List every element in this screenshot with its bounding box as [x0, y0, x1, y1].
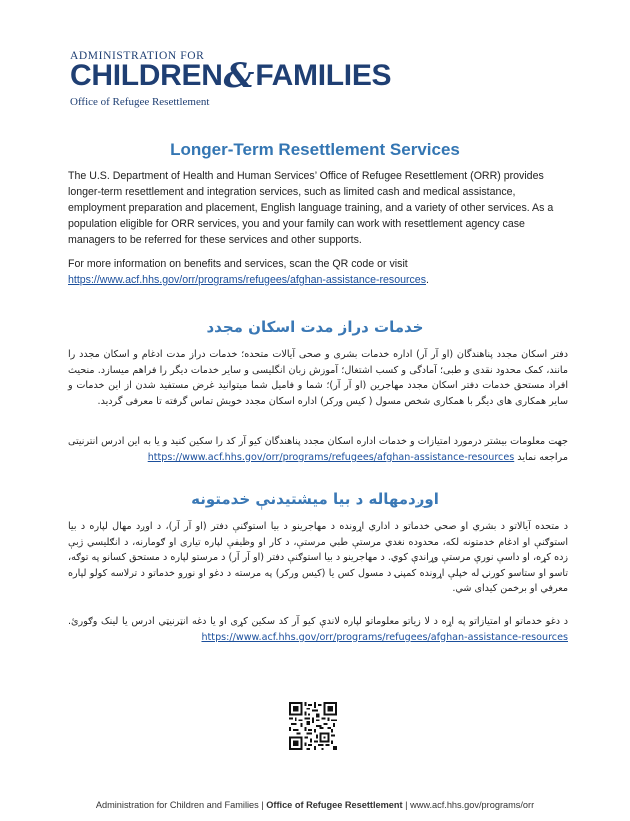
- pashto-more-info-paragraph: [68, 614, 568, 645]
- logo-families: FAMILIES: [255, 59, 392, 92]
- english-intro-paragraph: The U.S. Department of Health and Human Services’ Office of Refugee Resettlement (ORR) provides longer-term resettlement and integration services, such as limited cash and medical assistance, employment preparation and placement, English language training, and a variety of other services. As a population eligible for ORR services, you and your family can work with resettlement agency case managers to be referred for these services and other supports.: [68, 170, 554, 246]
- pashto-intro-paragraph: د متحده آیالاتو د بشري او صحي خدماتو د اداري اړونده د مهاجرینو د بیا استوګنې دفتر (او آر آر)، د اوږد مهال لپاره د بیا استوګنې او ادغام خدمتونه لکه، محدوده نغدي مرستې طبي مرستې، د کار او وظیفې لپاره تیاری او ګومارنه، د انګلیسي ژبې زده کړه، او داسې نورې مرستې وړاندې کوي. د مهاجرینو د بیا استوګنې دفتر (او آر آر) د مرستو لپاره د مستحق کسانو په توګه، تاسو او ستاسو کورنۍ له خپلې اړونده کمپنۍ د مسول کس یا (کیس ورکر) په مرسته د دغو او نورو خدماتو د ترلاسه کولو لپاره معرفي او برخمن کیدای شي.: [68, 521, 568, 594]
- dari-heading: خدمات دراز مدت اسکان مجدد: [206, 318, 424, 336]
- english-resources-link[interactable]: https://www.acf.hhs.gov/orr/programs/refugees/afghan-assistance-resources: [68, 274, 426, 286]
- logo-children: CHILDREN: [70, 59, 223, 92]
- footer-org: Administration for Children and Families: [95, 800, 259, 810]
- logo-office-text: Office of Refugee Resettlement: [70, 96, 210, 108]
- qr-code-icon[interactable]: [289, 702, 337, 750]
- footer-separator: |: [402, 800, 411, 810]
- english-more-info-text: For more information on benefits and services, scan the QR code or visit: [68, 258, 408, 270]
- footer-separator: |: [258, 800, 267, 810]
- english-link-period: .: [426, 274, 429, 286]
- dari-intro-paragraph: دفتر اسکان مجدد پناهندگان (او آر آر) اداره خدمات بشری و صحی آیالات متحده؛ خدمات دراز مدت ادغام و اسکان مجدد را مانند، کمک محدود نقدی و طبی؛ آمادگی و کسب اشتغال؛ آموزش زبان انگلیسی و سایر خدمات دیگر را فراهم میسازد. منحیث افراد مستحق خدمات دفتر اسکان مجدد مهاجرین (او آر آر)؛ شما و فامیل شما میتوانید غرض مستفید شدن از این خدمات و سایر همکاری های دیگر با همکاری شخص مسول ( کیس ورکر) اداره اسکان مجدد خویش تماس گرفته تا معرفی گردید.: [68, 349, 568, 407]
- logo-agency-text: ADMINISTRATION FOR: [70, 50, 205, 62]
- footer: [0, 800, 630, 810]
- dari-resources-link[interactable]: https://www.acf.hhs.gov/orr/programs/refugees/afghan-assistance-resources: [147, 451, 515, 463]
- dari-more-info-paragraph: [68, 434, 568, 465]
- page-title: Longer-Term Resettlement Services: [170, 140, 460, 159]
- footer-url[interactable]: www.acf.hhs.gov/programs/orr: [410, 800, 535, 810]
- english-more-info-paragraph: [68, 256, 573, 288]
- acf-logo: [70, 50, 392, 108]
- logo-ampersand: &: [223, 56, 255, 96]
- dari-more-info-text: جهت معلومات بیشتر درمورد امتیازات و خدمات اداره اسکان مجدد پناهندگان کیو آر کد را سکین کنید و یا به این ادرس انترنیتی مراجعه نماید: [68, 436, 568, 463]
- pashto-heading: اوږدمهاله د بیا میشتیدنې خدمتونه: [191, 490, 439, 508]
- footer-office: Office of Refugee Resettlement: [266, 800, 403, 810]
- pashto-more-info-text: د دغو خدماتو او امتیازاتو په اړه د لا زیاتو معلوماتو لپاره لاندې کیو آر کد سکین کړی او یا دغه انټرنیټي ادرس یا لینک وګورئ.: [68, 616, 568, 627]
- pashto-resources-link[interactable]: https://www.acf.hhs.gov/orr/programs/refugees/afghan-assistance-resources: [201, 631, 568, 643]
